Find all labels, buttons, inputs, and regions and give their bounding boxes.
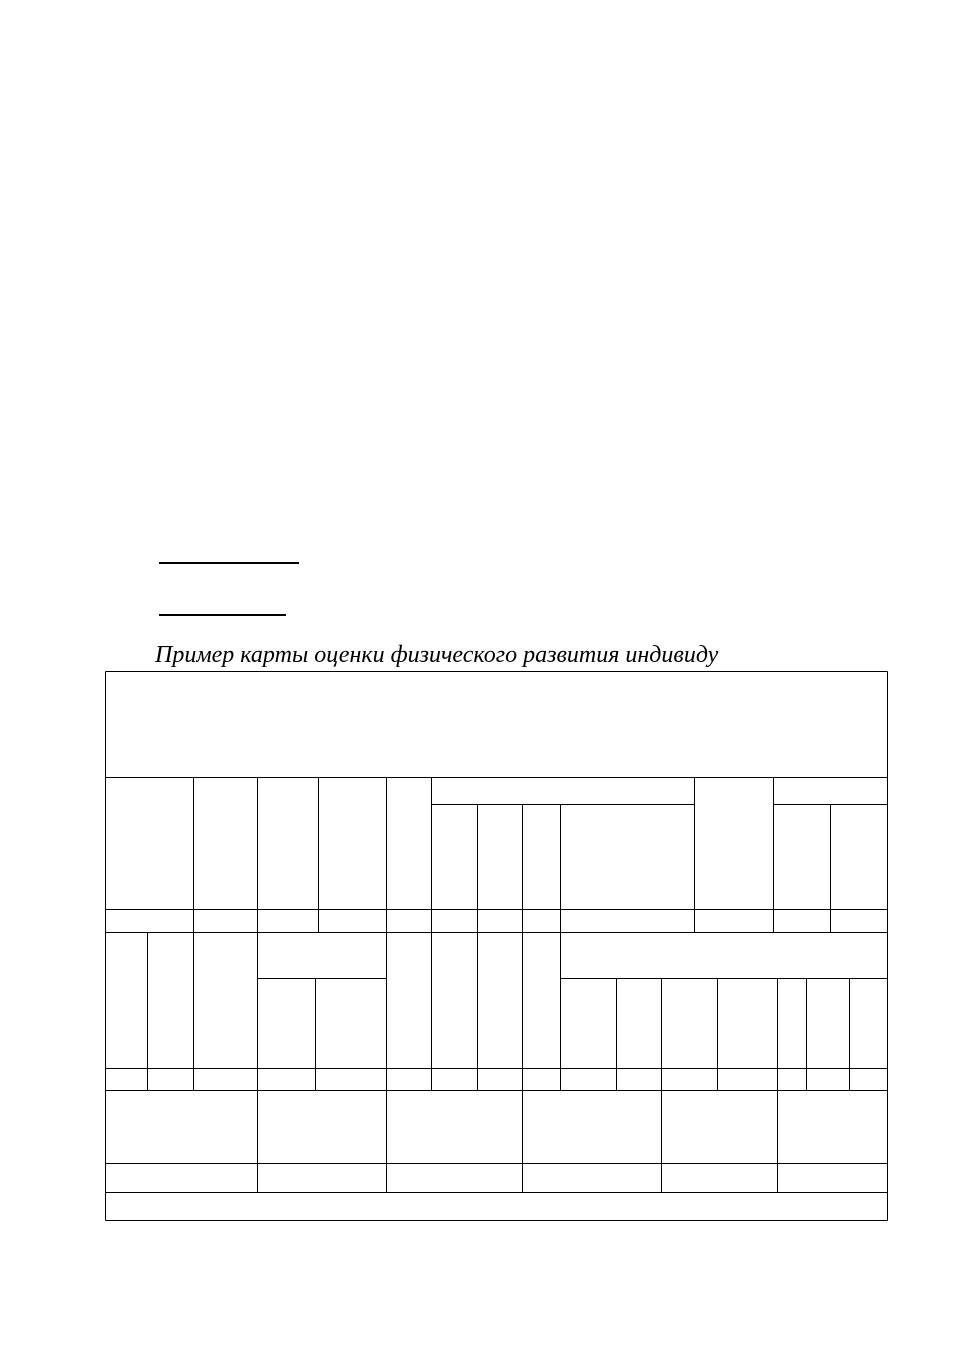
table-caption: Пример карты оценки физического развития индивиду bbox=[155, 642, 719, 668]
